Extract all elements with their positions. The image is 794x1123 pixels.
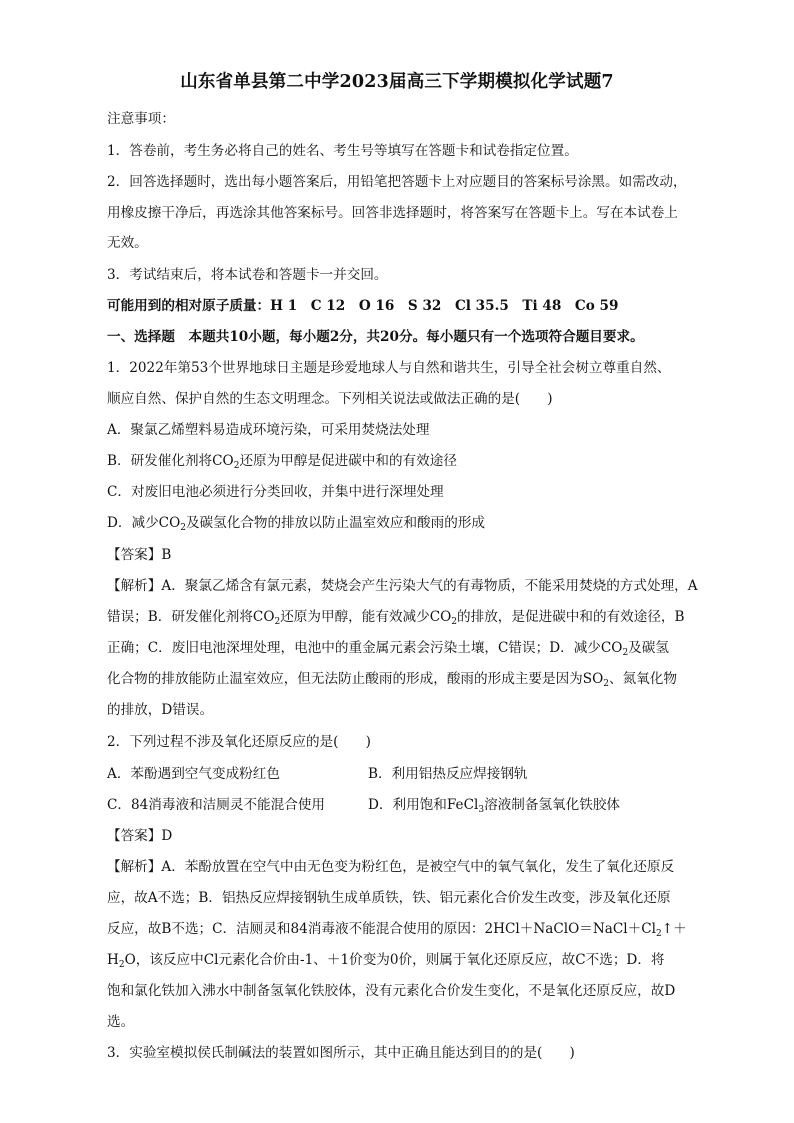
notice-item-2-cont: 用橡皮擦干净后，再选涂其他答案标号。回答非选择题时，将答案写在答题卡上。写在本试卷上: [107, 205, 678, 221]
q2-explanation-1: 【解析】A．苯酚放置在空气中由无色变为粉红色，是被空气中的氧气氧化，发生了氧化还原反: [107, 859, 675, 875]
q1-explanation-3: [107, 639, 669, 657]
q1-option-b-sub: 2: [233, 461, 240, 471]
q1-explanation-4: [107, 670, 677, 688]
q1-exp4-a: 化合物的排放能防止温室效应，但无法防止酸雨的形成，酸雨的形成主要是因为SO: [107, 671, 604, 687]
q1-exp2-sub2: 2: [451, 617, 458, 627]
q1-exp2-e: 的排放，是促进碳中和的有效途径，B: [457, 609, 685, 625]
atomic-masses: 可能用到的相对原子质量：H 1 C 12 O 16 S 32 Cl 35.5 Ti 48 Co 59: [107, 298, 619, 314]
notice-item-3: 3．考试结束后，将本试卷和答题卡一并交回。: [107, 267, 388, 283]
section-heading: 一、选择题 本题共10小题，每小题2分，共20分。每小题只有一个选项符合题目要求。: [107, 329, 644, 345]
q1-option-b: [107, 452, 457, 470]
q1-exp2-c: 还原为甲醇，能有效减少CO: [280, 609, 452, 625]
q1-exp3-a: 正确；C．废旧电池深埋处理，电池中的重金属元素会污染土壤，C错误；D．减少CO: [107, 640, 623, 656]
notice-item-2-end: 无效。: [107, 235, 148, 251]
q1-exp3-c: 及碳氢: [628, 640, 669, 656]
q2-option-a: A．苯酚遇到空气变成粉红色: [107, 766, 280, 782]
notice-heading: 注意事项：: [107, 111, 175, 127]
q1-explanation-2: [107, 608, 685, 626]
q2-explanation-5: 饱和氯化铁加入沸水中制备氢氧化铁胶体，没有元素化合价发生变化，不是氧化还原反应，故D: [107, 983, 676, 999]
q1-exp4-c: 、氮氧化物: [608, 671, 677, 687]
q2-explanation-4: [107, 951, 665, 969]
page-title: 山东省单县第二中学2023届高三下学期模拟化学试题7: [180, 72, 614, 92]
q2-option-c: C．84消毒液和洁厕灵不能混合使用: [107, 797, 326, 813]
q2-exp4-a: H: [107, 952, 119, 968]
q1-option-d-text-2: 及碳氢化合物的排放以防止温室效应和酸雨的形成: [185, 515, 486, 531]
q3-stem: 3．实验室模拟侯氏制碱法的装置如图所示，其中正确且能达到目的的是( ): [107, 1045, 575, 1061]
q1-option-b-text-2: 还原为甲醇是促进碳中和的有效途径: [239, 453, 457, 469]
q2-explanation-2: 应，故A不选；B．铝热反应焊接钢轨生成单质铁，铁、铝元素化合价发生改变，涉及氧化还原: [107, 890, 671, 906]
q2-explanation-3: [107, 920, 687, 938]
q2-exp4-c: O，该反应中Cl元素化合价由-1、＋1价变为0价，则属于氧化还原反应，故C不选；D．将: [124, 952, 665, 968]
q1-exp2-a: 错误；B．研发催化剂将CO: [107, 609, 275, 625]
q1-exp4-sub: 2: [603, 679, 609, 689]
q1-option-a: A．聚氯乙烯塑料易造成环境污染，可采用焚烧法处理: [107, 422, 430, 438]
q1-stem-1: 1．2022年第53个世界地球日主题是珍爱地球人与自然和谐共生，引导全社会树立尊重自然、: [107, 360, 671, 376]
q2-explanation-6: 选。: [107, 1014, 135, 1030]
q2-option-d-text-2: 溶液制备氢氧化铁胶体: [484, 797, 621, 813]
notice-item-2: 2．回答选择题时，选出每小题答案后，用铅笔把答题卡上对应题目的答案标号涂黑。如需改动，: [107, 174, 687, 190]
q2-exp3-a: 反应，故B不选；C．洁厕灵和84消毒液不能混合使用的原因：2HCl＋NaClO＝NaCl＋Cl: [107, 921, 656, 937]
q2-stem: 2．下列过程不涉及氧化还原反应的是( ): [107, 734, 371, 750]
q2-exp4-sub: 2: [118, 960, 125, 970]
q1-stem-2: 顺应自然、保护自然的生态文明理念。下列相关说法或做法正确的是( ): [107, 391, 553, 407]
q1-option-d-text-1: D．减少CO: [107, 515, 181, 531]
q1-explanation-5: 的排放，D错误。: [107, 702, 214, 718]
q2-option-b: B．利用铝热反应焊接钢轨: [368, 766, 528, 782]
q1-option-b-text-1: B．研发催化剂将CO: [107, 453, 234, 469]
q1-exp3-sub: 2: [622, 648, 629, 658]
q2-option-d-text-1: D．利用饱和FeCl: [368, 797, 479, 813]
q1-option-c: C．对废旧电池必须进行分类回收，并集中进行深埋处理: [107, 484, 444, 500]
q2-answer: 【答案】D: [107, 828, 173, 844]
q1-option-d-sub: 2: [180, 523, 186, 533]
q1-answer: 【答案】B: [107, 547, 172, 563]
q2-exp3-sub: 2: [655, 929, 662, 939]
q1-explanation-1: 【解析】A．聚氯乙烯含有氯元素，焚烧会产生污染大气的有毒物质，不能采用焚烧的方式处理，A: [107, 578, 698, 594]
q1-exp2-sub1: 2: [274, 617, 281, 627]
notice-item-1: 1．答卷前，考生务必将自己的姓名、考生号等填写在答题卡和试卷指定位置。: [107, 143, 578, 159]
q2-exp3-c: ↑＋: [661, 921, 687, 937]
q2-option-d: [368, 796, 620, 814]
q2-option-d-sub: 3: [478, 805, 485, 815]
q1-option-d: [107, 514, 485, 532]
